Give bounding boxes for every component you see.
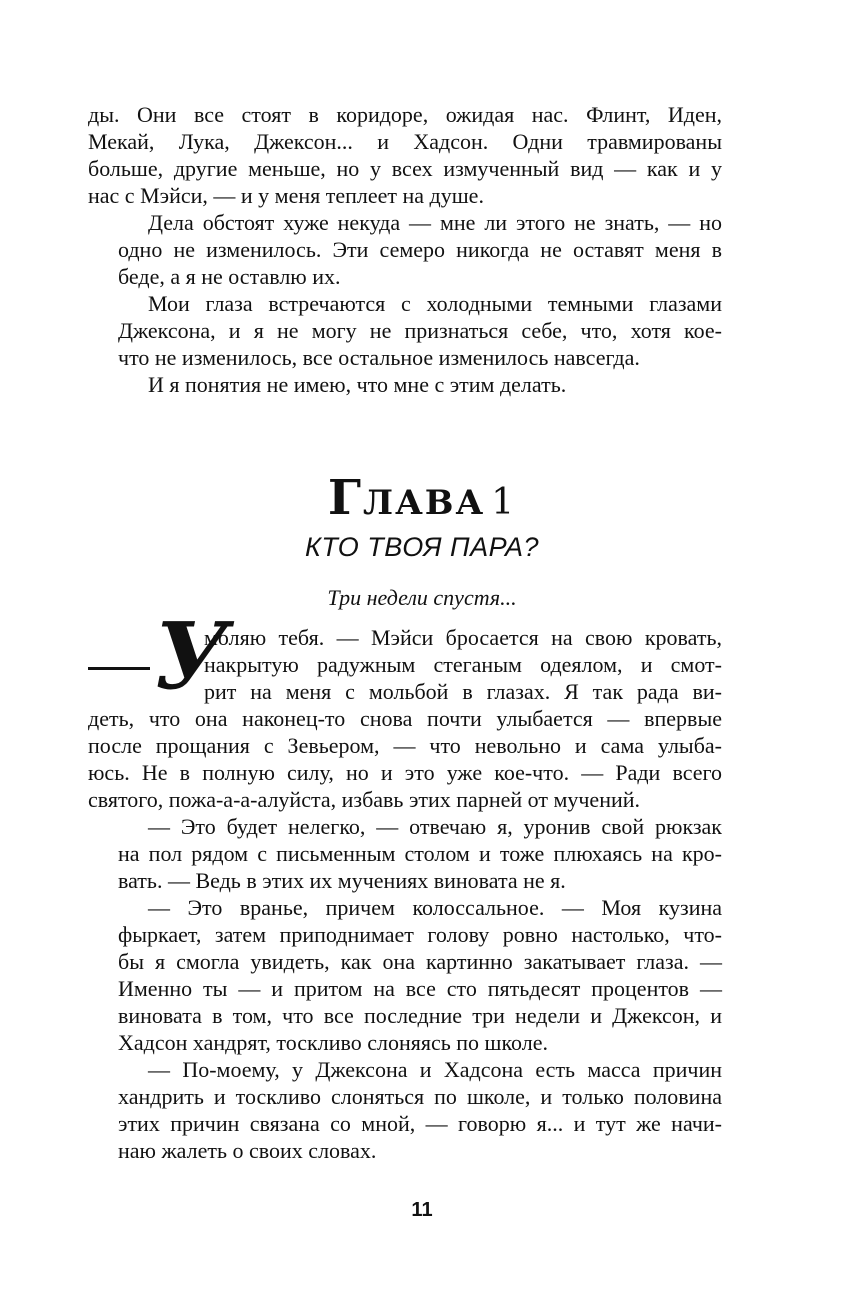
text-line: И я понятия не имею, что мне с этим делать. [148, 372, 567, 397]
text-line: беде, а я не оставлю их. [118, 264, 341, 289]
text-line: что не изменилось, все остальное изменилось навсегда. [118, 345, 640, 370]
text-line: хандрить и тоскливо слоняться по школе, и только половина [118, 1084, 722, 1109]
dropcap-letter: У [154, 602, 229, 710]
paragraph-1 [88, 101, 722, 209]
text-line: святого, пожа-а-а-алуйста, избавь этих парней от мучений. [88, 787, 641, 812]
text-line: этих причин связана со мной, — говорю я... и тут же начи- [118, 1111, 722, 1136]
text-line: нас с Мэйси, — и у меня теплеет на душе. [88, 183, 484, 208]
main-text-block [88, 705, 722, 1164]
text-line: наю жалеть о своих словах. [118, 1138, 377, 1163]
text-line: — По-моему, у Джексона и Хадсона есть масса причин [148, 1057, 722, 1082]
text-line: Дела обстоят хуже некуда — мне ли этого не знать, — но [148, 210, 722, 235]
dropcap-block [88, 602, 229, 710]
text-line: Мекай, Лука, Джексон... и Хадсон. Одни травмированы [88, 129, 722, 154]
chapter-number: 1 [491, 482, 517, 523]
chapter-word: Глава [327, 470, 486, 526]
paragraph-8 [88, 1056, 722, 1164]
text-line: бы я смогла увидеть, как она картинно закатывает глаза. — [118, 949, 722, 974]
paragraph-5 [88, 705, 722, 813]
top-text-block [88, 101, 722, 398]
paragraph-7 [88, 894, 722, 1056]
paragraph-3 [88, 290, 722, 371]
text-line: на пол рядом с письменным столом и тоже плюхаясь на кро- [118, 841, 722, 866]
text-line: Именно ты — и притом на все сто пятьдесят процентов — [118, 976, 722, 1001]
page-number: 11 [411, 1199, 433, 1221]
text-line: — Это вранье, причем колоссальное. — Моя кузина [148, 895, 722, 920]
text-line: моляю тебя. — Мэйси бросается на свою кровать, [204, 625, 722, 650]
dropcap-lines [204, 624, 722, 705]
chapter-heading [0, 470, 844, 526]
text-line: Хадсон хандрят, тоскливо слоняясь по школе. [118, 1030, 549, 1055]
paragraph-4 [88, 371, 722, 398]
text-line: — Это будет нелегко, — отвечаю я, уронив свой рюкзак [148, 814, 722, 839]
text-line: деть, что она наконец-то снова почти улыбается — впервые [88, 706, 722, 731]
chapter-subtitle: Три недели спустя... [327, 585, 517, 610]
text-line: фыркает, затем приподнимает голову ровно настолько, что- [118, 922, 722, 947]
chapter-title: КТО ТВОЯ ПАРА? [304, 532, 540, 562]
text-line: накрытую радужным стеганым одеялом, и смот- [204, 652, 722, 677]
paragraph-2 [88, 209, 722, 290]
dialogue-dash [88, 667, 150, 670]
text-line: Мои глаза встречаются с холодными темными глазами [148, 291, 722, 316]
text-line: больше, другие меньше, но у всех измученный вид — как и у [88, 156, 722, 181]
text-line: ды. Они все стоят в коридоре, ожидая нас. Флинт, Иден, [88, 102, 722, 127]
text-line: Джексона, и я не могу не признаться себе, что, хотя кое- [118, 318, 722, 343]
text-line: рит на меня с мольбой в глазах. Я так рада ви- [204, 679, 722, 704]
paragraph-6 [88, 813, 722, 894]
text-line: юсь. Не в полную силу, но и это уже кое-что. — Ради всего [88, 760, 722, 785]
text-line: вать. — Ведь в этих их мучениях виновата не я. [118, 868, 566, 893]
text-line: виновата в том, что все последние три недели и Джексон, и [118, 1003, 722, 1028]
text-line: одно не изменилось. Эти семеро никогда не оставят меня в [118, 237, 722, 262]
text-line: после прощания с Зевьером, — что невольно и сама улыба- [88, 733, 722, 758]
